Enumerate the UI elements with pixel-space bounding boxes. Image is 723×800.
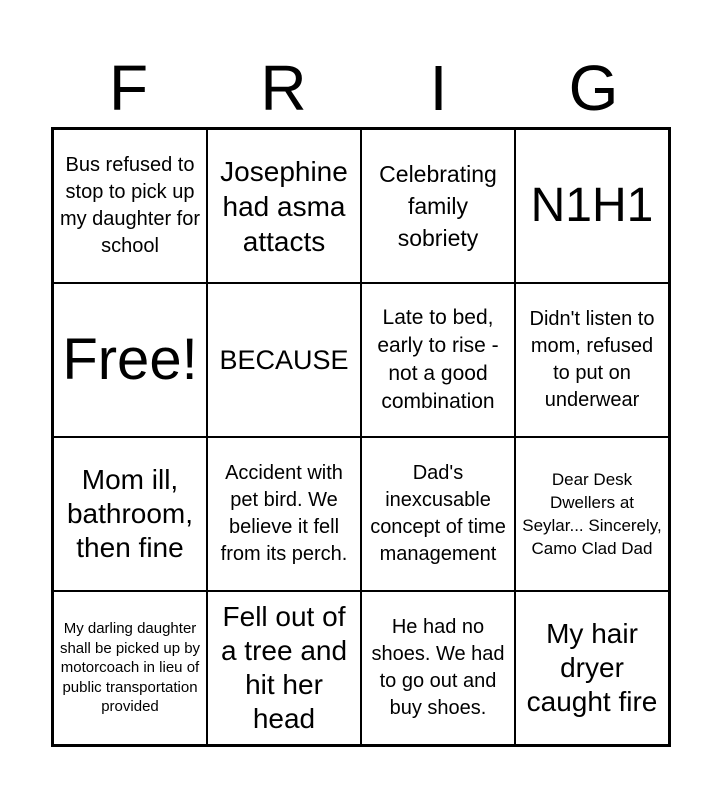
bingo-header	[51, 48, 671, 128]
bingo-cell-r3c1[interactable]	[53, 437, 207, 591]
bingo-cell-r2c4[interactable]	[515, 283, 669, 437]
bingo-cell-r4c3[interactable]	[361, 591, 515, 745]
cell-text: Celebrating family sobriety	[379, 161, 497, 251]
cell-text: My hair dryer caught fire	[526, 618, 658, 717]
bingo-cell-r1c3[interactable]	[361, 129, 515, 283]
bingo-cell-r2c1-free[interactable]	[53, 283, 207, 437]
cell-text: Fell out of a tree and hit her head	[220, 601, 348, 734]
bingo-cell-r1c1[interactable]	[53, 129, 207, 283]
bingo-cell-r4c4[interactable]	[515, 591, 669, 745]
bingo-grid	[51, 127, 671, 747]
bingo-cell-r1c4[interactable]	[515, 129, 669, 283]
bingo-cell-r4c2[interactable]	[207, 591, 361, 745]
cell-text: Mom ill, bathroom, then fine	[66, 464, 194, 563]
header-letter-r: R	[260, 52, 307, 124]
cell-text: Dad's inexcusable concept of time management	[370, 462, 506, 565]
bingo-cell-r2c3[interactable]	[361, 283, 515, 437]
cell-text: My darling daughter shall be picked up by motorcoach in lieu of public transportation provided	[59, 620, 201, 716]
cell-text: Free!	[62, 327, 198, 392]
cell-text: Didn't listen to mom, refused to put on underwear	[529, 308, 655, 411]
cell-text: He had no shoes. We had to go out and buy shoes.	[371, 616, 505, 719]
header-letter-f: F	[108, 52, 149, 124]
cell-text: N1H1	[530, 179, 654, 232]
bingo-cell-r2c2[interactable]	[207, 283, 361, 437]
cell-text: Accident with pet bird. We believe it fell from its perch.	[220, 462, 348, 565]
bingo-cell-r4c1[interactable]	[53, 591, 207, 745]
bingo-cell-r3c4[interactable]	[515, 437, 669, 591]
header-letter-i: I	[429, 52, 448, 124]
bingo-cell-r1c2[interactable]	[207, 129, 361, 283]
bingo-cell-r3c3[interactable]	[361, 437, 515, 591]
header-letter-g: G	[568, 52, 619, 124]
cell-text: Bus refused to stop to pick up my daughter for school	[59, 154, 201, 257]
cell-text: Dear Desk Dwellers at Seylar... Sincerely, Camo Clad Dad	[522, 470, 662, 558]
cell-text: Late to bed, early to rise - not a good combination	[377, 306, 499, 413]
cell-text: Josephine had asma attacts	[220, 155, 348, 257]
cell-text: BECAUSE	[219, 345, 349, 375]
bingo-cell-r3c2[interactable]	[207, 437, 361, 591]
